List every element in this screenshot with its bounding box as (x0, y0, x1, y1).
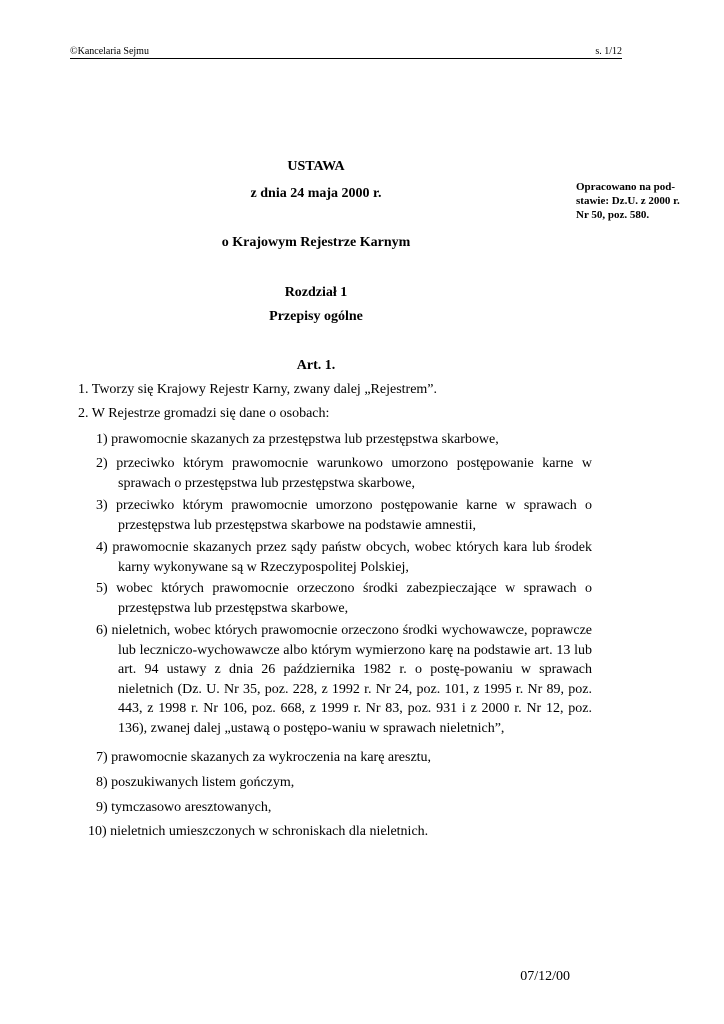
header-page-number: s. 1/12 (595, 46, 622, 57)
list-item: 2) przeciwko którym prawomocnie warunkowo umorzono postępowanie karne w sprawach o przestępstwa lub przestępstwa skarbowe, (96, 456, 592, 491)
list-item: 5) wobec których prawomocnie orzeczono środki zabezpieczające w sprawach o przestępstwa lub przestępstwa skarbowe, (96, 581, 592, 616)
chapter-name: Przepisy ogólne (269, 309, 363, 324)
list-item: 6) nieletnich, wobec których prawomocnie orzeczono środki wychowawcze, poprawcze lub leczniczo-wychowawcze albo którym wymierzono karę na podstawie art. 13 lub art. 94 ustawy z dnia 26 października 1982 r. o postę-powaniu w sprawach nieletnich (Dz. U. Nr 35, poz. 228, z 1992 r. Nr 24, poz. 101, z 1995 r. Nr 89, poz. 443, z 1998 r. Nr 106, poz. 668, z 1999 r. Nr 83, poz. 931 i z 2000 r. Nr 12, poz. 136), zwanej dalej „ustawą o postępo-waniu w sprawach nieletnich”, (96, 623, 592, 736)
page-header (70, 46, 622, 59)
list-item: 9) tymczasowo aresztowanych, (96, 800, 272, 815)
source-sidenote: Opracowano na pod-stawie: Dz.U. z 2000 r. Nr 50, poz. 580. (576, 181, 680, 221)
act-type: USTAWA (287, 159, 345, 174)
list-item: 3) przeciwko którym prawomocnie umorzono postępowanie karne w sprawach o przestępstwa lub przestępstwa skarbowe na podstawie amnestii, (96, 498, 592, 533)
list-item: 8) poszukiwanych listem gończym, (96, 775, 295, 790)
act-subject: o Krajowym Rejestrze Karnym (221, 235, 411, 250)
chapter-number: Rozdział 1 (284, 285, 348, 300)
paragraph-2: 2. W Rejestrze gromadzi się dane o osobach: (78, 406, 330, 421)
list-item: 7) prawomocnie skazanych za wykroczenia na karę aresztu, (96, 750, 432, 765)
act-date: z dnia 24 maja 2000 r. (250, 186, 382, 201)
footer-date: 07/12/00 (520, 969, 570, 984)
list-item: 4) prawomocnie skazanych przez sądy państw obcych, wobec których kara lub środek karny wykonywane są w Rzeczypospolitej Polskiej, (96, 540, 592, 575)
list-item: 10) nieletnich umieszczonych w schroniskach dla nieletnich. (88, 824, 429, 839)
paragraph-1: 1. Tworzy się Krajowy Rejestr Karny, zwany dalej „Rejestrem”. (78, 382, 438, 397)
header-source: ©Kancelaria Sejmu (70, 46, 149, 57)
article-heading: Art. 1. (296, 358, 336, 373)
list-item: 1) prawomocnie skazanych za przestępstwa lub przestępstwa skarbowe, (96, 432, 499, 447)
